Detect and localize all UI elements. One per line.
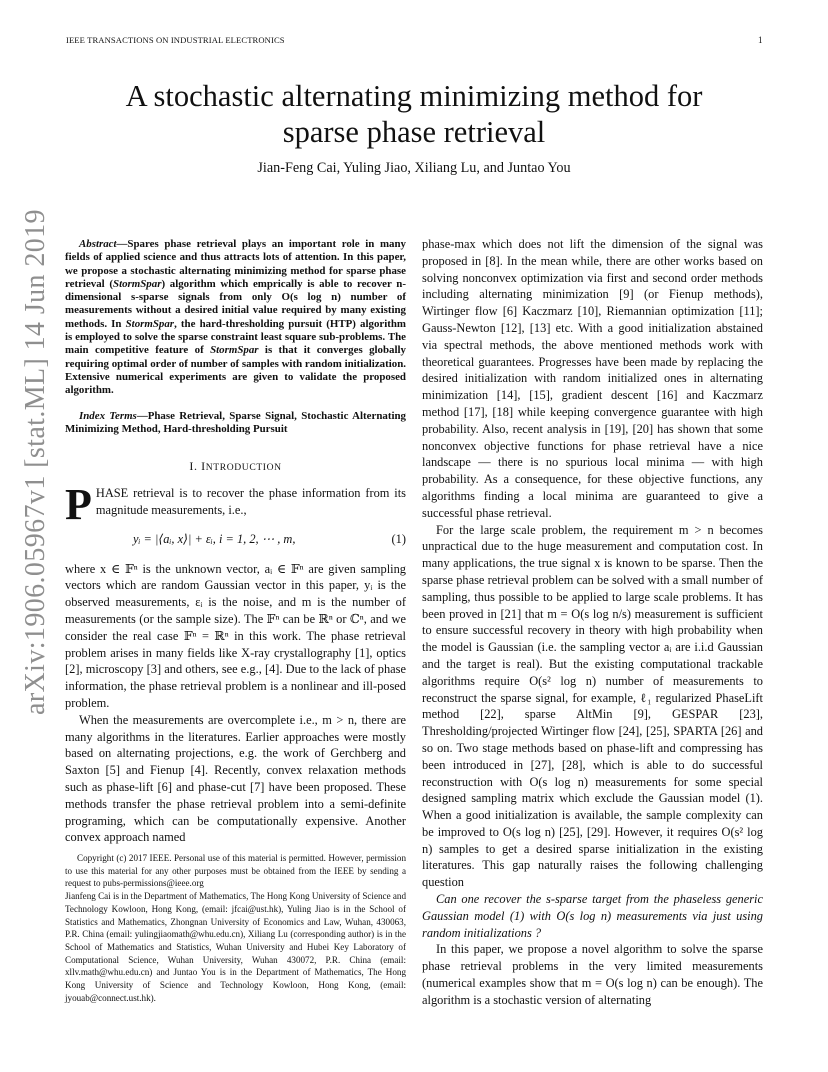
title-line-1: A stochastic alternating minimizing method for [125, 79, 703, 113]
equation-number: (1) [391, 531, 406, 546]
paper-title [60, 78, 768, 150]
section-heading-introduction [65, 458, 406, 477]
index-terms [65, 410, 406, 437]
equation-1 [65, 525, 406, 555]
drop-cap: P [65, 479, 92, 529]
algorithm-name: StormSpar [210, 344, 259, 357]
right-paragraph-1: phase-max which does not lift the dimension of the signal was proposed in [8]. In the mean while, there are other works based on solving nonconvex optimization via first and second order methods including alternating minimization [9] (or Fienup methods), Wirtinger flow [6] Kaczmarz [10], Riemannian optimization [11]; Gauss-Newton [12], [13] etc. With a good initialization abstained via spectral methods, the above mentioned methods work with theoretical guarantees. Progresses have been made by replacing the desired initialization with random initialized ones in alternating minimization [14], [15], gradient descent [16] and Kaczmarz method [17], [18] while keeping convergence guarantee with high probability. Also, recent analysis in [19], [20] has shown that some nonconvex objective functions for phase retrieval have a nice landscape — there is no spurious local minima — with high probability. As a consequence, for these objective functions, any algorithms finding a local minima are guaranteed to give a successful phase retrieval. [422, 237, 763, 520]
intro-paragraph-1 [65, 479, 406, 529]
right-paragraph-2: For the large scale problem, the requirement m > n becomes unpractical due to the huge measurement and computation cost. In many applications, the true signal x is known to be sparse. Then the sparse phase retrieval problem can be solved with a small number of sampling, thus possible to be applied to large scale problems. It has been proved in [21] that m = O(s log n/s) measurement is sufficient to ensure successful recovery in theory with high probability when the model is Gaussian (i.e. the sampling vector aᵢ are i.i.d Gaussian and the target is real). But the existing computational trackable algorithms require O(s² log n) number of measurements to reconstruct the sparse signal, for example, ℓ₁ regularized PhaseLift method [22], sparse AltMin [9], GESPAR [23], Thresholding/projected Wirtinger flow [24], [25], SPARTA [26] and so on. Two stage methods based on phase-lift and compressing has been introduced in [27], [28], which is able to do successful reconstruction with O(s log n) measurements for some special designed sampling matrix which exclude the Gaussian model (1). When a good initialization is available, the sample complexity can be improved to O(s log n) [25], [29]. However, it requires O(s² log n) samples to get a desired sparse initialization in the existing literatures. This gap naturally raises the following challenging question [422, 522, 763, 890]
abstract-label: Abstract [79, 238, 117, 250]
intro-text-1: HASE retrieval is to recover the phase information from its magnitude measurements, i.e., [95, 485, 406, 517]
left-column [65, 238, 406, 846]
footnote [65, 852, 406, 1004]
intro-paragraph-3: When the measurements are overcomplete i.e., m > n, there are many algorithms in the literatures. Earlier approaches were mostly based on alternating projections, e.g. the work of Gerchberg and Saxton [5] and Fienup [4]. Recently, convex relaxation methods such as phase-lift [6] and phase-cut [7] have been proposed. These methods transfer the phase retrieval problem into a semi-definite programing, which can be computationally expensive. Another convex approach named [65, 712, 406, 845]
abstract-text-2: ) algorithm which emprically is able to recover n-dimensional s-sparse signals from only O(s log n) number of measurements without a desired initial value required by many existing methods. In [65, 277, 406, 330]
algorithm-name: StormSpar [125, 317, 175, 330]
section-numeral: I. [189, 459, 202, 474]
algorithm-name: StormSpar [113, 277, 162, 290]
abstract-text-3: , the hard-thresholding pursuit (HTP) algorithm is employed to solve the sparse constraint least square sub-problems. The main competitive feature of [65, 317, 407, 357]
title-line-2: sparse phase retrieval [282, 115, 546, 149]
abstract-text-1: —Spares phase retrieval plays an important role in many fields of applied science and thus attracts lots of attention. In this paper, we propose a stochastic alternating minimizing method for sparse phase retrieval ( [65, 238, 406, 290]
abstract [65, 238, 406, 398]
arxiv-stamp[interactable]: arXiv:1906.05967v1 [stat.ML] 14 Jun 2019 [20, 209, 51, 715]
section-rest: NTRODUCTION [205, 462, 282, 474]
index-terms-text: —Phase Retrieval, Sparse Signal, Stochastic Alternating Minimizing Method, Hard-thresholding Pursuit [65, 409, 406, 435]
authors: Jian-Feng Cai, Yuling Jiao, Xiliang Lu, and Juntao You [257, 160, 571, 176]
running-header: IEEE TRANSACTIONS ON INDUSTRIAL ELECTRONICS [66, 35, 285, 45]
abstract-text-4: is that it converges globally requiring optimal order of number of samples with random initialization. Extensive numerical experiments are given to validate the proposed algorithm. [65, 344, 406, 397]
copyright-note: Copyright (c) 2017 IEEE. Personal use of this material is permitted. However, permission to use this material for any other purposes must be obtained from the IEEE by sending a request to pubs-permissions@ieee.org [65, 853, 406, 889]
right-column [422, 236, 763, 1009]
page-number: 1 [758, 35, 763, 45]
equation-body: yᵢ = |⟨aᵢ, x⟩| + εᵢ, i = 1, 2, ⋯ , m, [133, 531, 296, 546]
section-first-letter: I [201, 459, 206, 474]
intro-paragraph-2: where x ∈ 𝔽ⁿ is the unknown vector, aᵢ ∈ 𝔽ⁿ are given sampling vectors which are random Gaussian vector in this paper, yᵢ is the observed measurements, εᵢ is the noise, and m is the number of measurements (or the sample size). The 𝔽ⁿ can be ℝⁿ or ℂⁿ, and we consider the real case 𝔽ⁿ = ℝⁿ in this work. The phase retrieval problem arises in many fields like X-ray crystallography [1], optics [2], microscopy [3] and others, see e.g., [4]. Due to the lack of phase information, the phase retrieval problem is a nonlinear and ill-posed problem. [65, 561, 406, 710]
index-terms-label: Index Terms [79, 409, 137, 422]
right-paragraph-3: In this paper, we propose a novel algorithm to solve the sparse phase retrieval problems in the very limited measurements (numerical examples show that m = O(s log n) can be enough). The algorithm is a stochastic version of alternating [422, 942, 763, 1007]
affiliation-note: Jianfeng Cai is in the Department of Mathematics, The Hong Kong University of Science and Technology Kowloon, Hong Kong, (email: jfcai@ust.hk), Yuling Jiao is in the School of Statistics and Mathematics, Zhongnan University of Economics and Law, Wuhan, 430063, P.R. China (email: yulingjiaomath@whu.edu.cn), Xiliang Lu (corresponding author) is in the School of Mathematics and Statistics, Wuhan University and Hubei Key Laboratory of Computational Science, Wuhan University, Wuhan 430072, P.R. China (email: xllv.math@whu.edu.cn) and Juntao You is in the Department of Mathematics, The Hong Kong University of Science and Technology Kowloon, Hong Kong, (email: jyouab@connect.ust.hk). [65, 891, 407, 1003]
research-question: Can one recover the s-sparse target from the phaseless generic Gaussian model (1) with O(s log n) measurements via just using random initializations ? [422, 892, 763, 940]
